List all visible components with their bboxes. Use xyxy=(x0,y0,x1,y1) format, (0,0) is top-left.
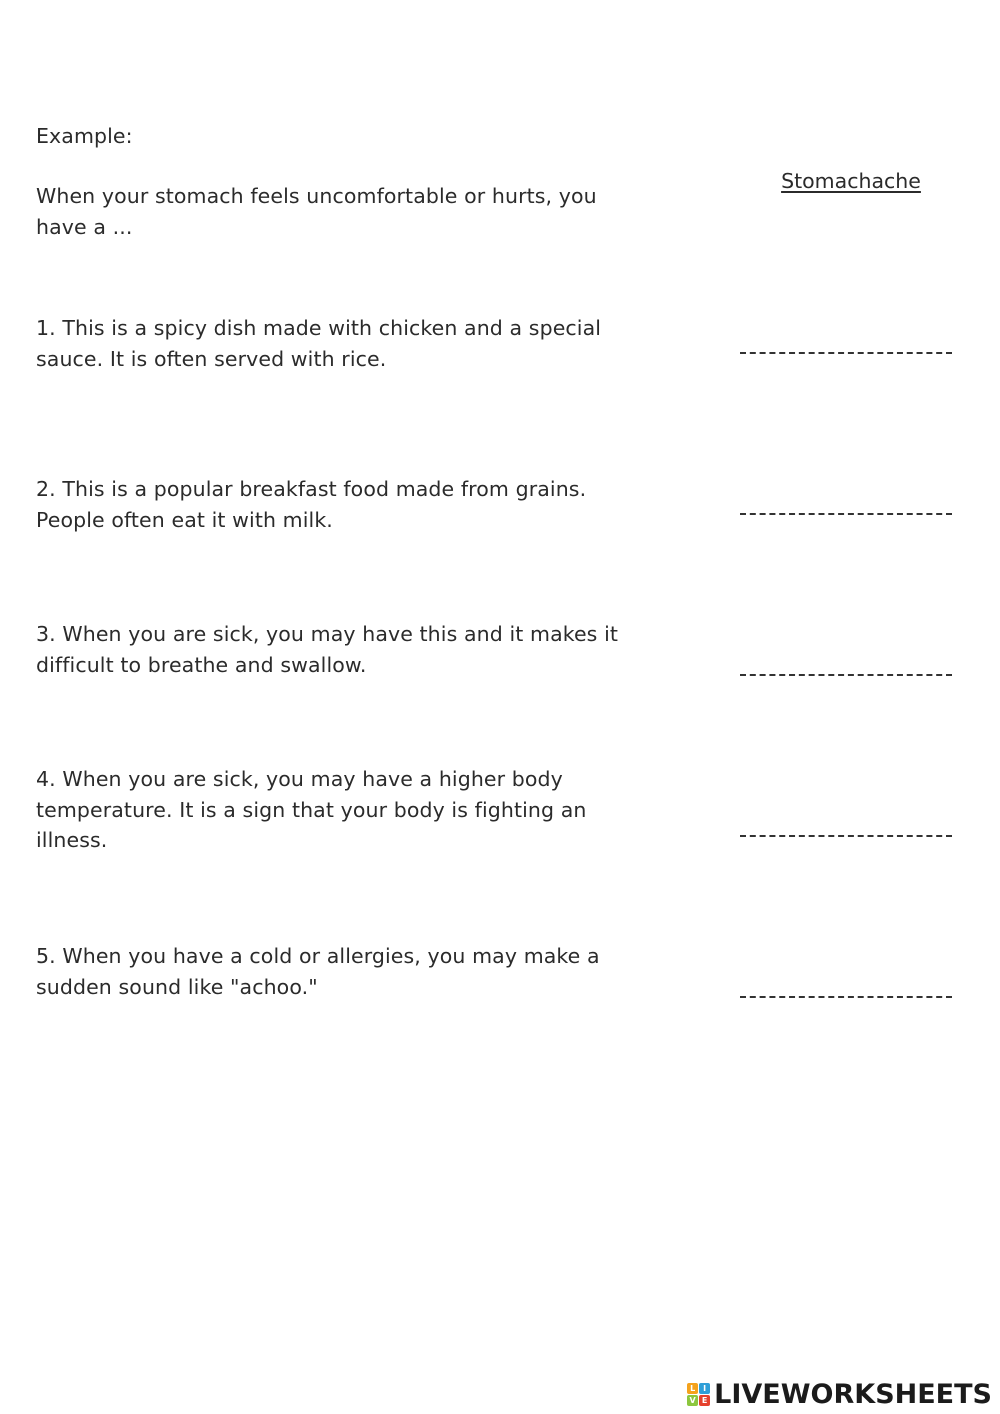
logo-tile-e: E xyxy=(699,1395,710,1406)
answer-input-1[interactable] xyxy=(740,326,952,354)
liveworksheets-logo-icon xyxy=(687,1383,710,1406)
question-5-text: 5. When you have a cold or allergies, you may make a sudden sound like "achoo." xyxy=(36,944,600,999)
answer-input-2[interactable] xyxy=(740,487,952,515)
example-label: Example: xyxy=(36,124,133,148)
example-answer: Stomachache xyxy=(781,169,921,193)
example-question: When your stomach feels uncomfortable or hurts, you have a ... xyxy=(36,184,597,239)
liveworksheets-logo xyxy=(687,1379,992,1410)
liveworksheets-logo-text: LIVEWORKSHEETS xyxy=(714,1379,992,1410)
logo-tile-l: L xyxy=(687,1383,698,1394)
question-2-text: 2. This is a popular breakfast food made from grains. People often eat it with milk. xyxy=(36,477,587,532)
question-1-text: 1. This is a spicy dish made with chicken and a special sauce. It is often served with rice. xyxy=(36,316,602,371)
question-4-text: 4. When you are sick, you may have a higher body temperature. It is a sign that your body is fighting an illness. xyxy=(36,767,587,852)
answer-input-4[interactable] xyxy=(740,809,952,837)
answer-input-5[interactable] xyxy=(740,970,952,998)
question-3-text: 3. When you are sick, you may have this and it makes it difficult to breathe and swallow. xyxy=(36,622,619,677)
logo-tile-v: V xyxy=(687,1395,698,1406)
answer-input-3[interactable] xyxy=(740,648,952,676)
logo-tile-i: I xyxy=(699,1383,710,1394)
